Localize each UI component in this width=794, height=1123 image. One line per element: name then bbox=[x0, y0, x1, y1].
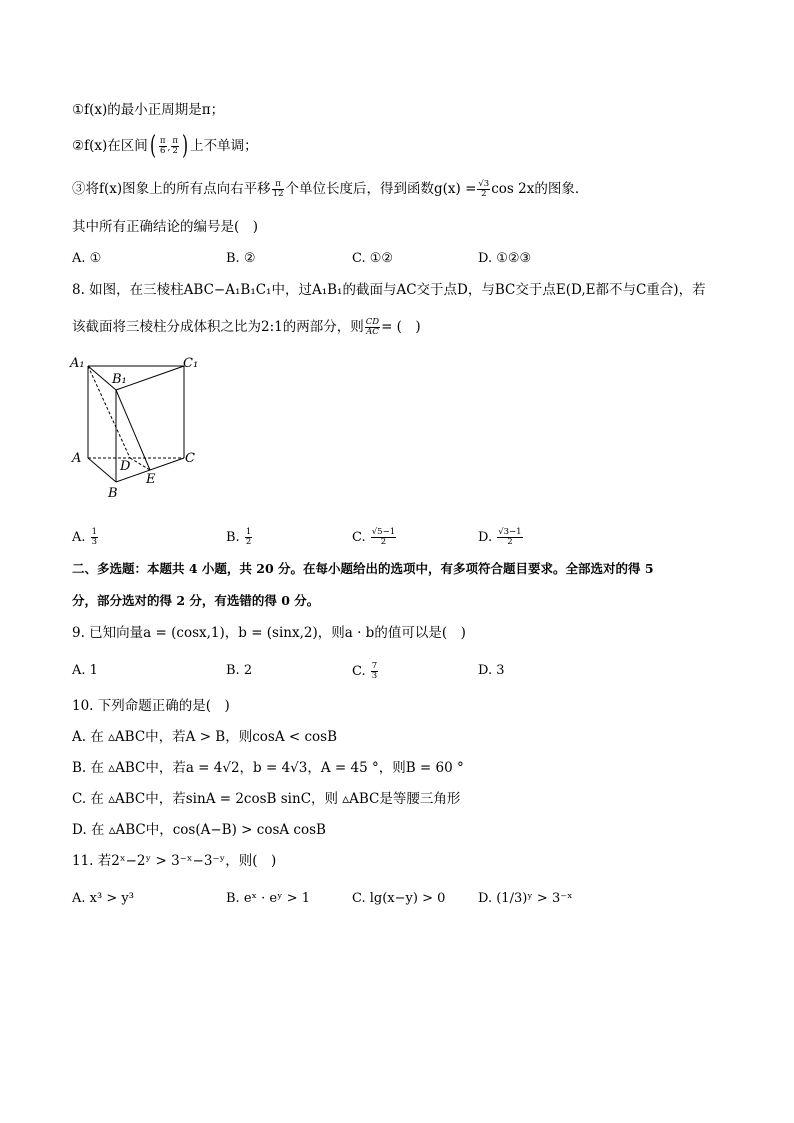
q10-option-b: B. 在 ▵ABC中，若a = 4√2，b = 4√3，A = 45 °，则B = 60 ° bbox=[72, 760, 464, 776]
section-2-heading-line-1: 二、多选题：本题共 4 小题，共 20 分。在每小题给出的选项中，有多项符合题目要求。全部选对的得 5 bbox=[72, 561, 654, 576]
q8-text-line-1: 8. 如图，在三棱柱ABC−A₁B₁C₁中，过A₁B₁的截面与AC交于点D，与BC交于点E(D,E都不与C重合)，若 bbox=[72, 282, 706, 298]
q10-option-c: C. 在 ▵ABC中，若sinA = 2cosB sinC，则 ▵ABC是等腰三角形 bbox=[72, 791, 461, 807]
q10-text: 10. 下列命题正确的是( ) bbox=[72, 698, 230, 714]
section-2-heading-line-2: 分，部分选对的得 2 分，有选错的得 0 分。 bbox=[72, 593, 320, 608]
q10-option-d: D. 在 ▵ABC中，cos(A−B) > cosA cosB bbox=[72, 822, 326, 838]
q11-option-d: D. (1/3)ʸ > 3⁻ˣ bbox=[478, 891, 573, 906]
q8-ratio-fraction: $\frac{CD}{AC}$ bbox=[365, 317, 380, 337]
q8-option-c: C. $\frac{√5-1}{2}$ bbox=[352, 527, 396, 547]
q8-option-d: D. $\frac{√3-1}{2}$ bbox=[478, 527, 522, 547]
q7-statement-3-text-c: cos 2x的图象． bbox=[491, 180, 589, 197]
q7-option-a: A. ① bbox=[72, 251, 102, 266]
q9-option-a: A. 1 bbox=[72, 663, 98, 678]
q8-text-line-2 bbox=[72, 318, 421, 337]
q9-text: 9. 已知向量a = (cosx,1)，b = (sinx,2)，则a · b的值可以是( ) bbox=[72, 625, 466, 641]
q7-statement-2: ②f(x)在区间( $\frac{\pi}{6}$ , $\frac{\pi}{2}$ ) 上不单调； bbox=[72, 131, 258, 161]
q10-option-a: A. 在 ▵ABC中，若A > B，则cosA < cosB bbox=[72, 729, 338, 745]
q9-option-c: C. $\frac{7}{3}$ bbox=[352, 661, 378, 681]
label-c: C bbox=[185, 451, 195, 466]
q8-text-line-2-b: = ( ) bbox=[381, 318, 421, 335]
q7-statement-3 bbox=[72, 180, 588, 199]
q8-option-a: A. $\frac{1}{3}$ bbox=[72, 527, 98, 547]
label-c1: C₁ bbox=[183, 356, 199, 371]
q11-option-b: B. eˣ · eʸ > 1 bbox=[226, 891, 311, 906]
q7-option-d: D. ①②③ bbox=[478, 251, 532, 266]
q9-option-d: D. 3 bbox=[478, 663, 505, 678]
q7-statement-1: ①f(x)的最小正周期是π； bbox=[72, 102, 225, 118]
edge-a-b bbox=[88, 458, 116, 482]
q11-text: 11. 若2ˣ−2ʸ > 3⁻ˣ−3⁻ʸ，则( ) bbox=[72, 853, 277, 869]
label-e: E bbox=[146, 472, 156, 487]
q7-option-b: B. ② bbox=[226, 251, 256, 266]
q7-statement-2-text-b: 上不单调； bbox=[190, 137, 258, 154]
label-d: D bbox=[120, 459, 131, 474]
prism-figure bbox=[68, 352, 208, 504]
q7-shift-fraction: $\frac{\pi}{12}$ bbox=[272, 179, 284, 199]
q7-statement-3-text-a: ③将f(x)图象上的所有点向右平移 bbox=[72, 180, 271, 197]
q7-interval-lower: $\frac{\pi}{6}$ bbox=[159, 135, 166, 156]
label-a1: A₁ bbox=[70, 356, 85, 371]
label-b: B bbox=[108, 486, 118, 501]
q7-question: 其中所有正确结论的编号是( ) bbox=[72, 219, 259, 235]
label-b1: B₁ bbox=[112, 372, 127, 387]
q7-option-c: C. ①② bbox=[352, 251, 394, 266]
q7-statement-3-text-b: 个单位长度后，得到函数g(x) = bbox=[285, 180, 477, 197]
q8-option-b: B. $\frac{1}{2}$ bbox=[226, 527, 252, 547]
q7-statement-2-text-a: ②f(x)在区间 bbox=[72, 137, 148, 154]
q11-option-c: C. lg(x−y) > 0 bbox=[352, 891, 446, 906]
q11-option-a: A. x³ > y³ bbox=[72, 891, 134, 906]
q7-interval-upper: $\frac{\pi}{2}$ bbox=[172, 135, 178, 156]
label-a: A bbox=[72, 451, 82, 466]
q8-text-line-2-a: 该截面将三棱柱分成体积之比为2:1的两部分，则 bbox=[72, 318, 364, 335]
q7-coefficient-fraction: $\frac{√3}{2}$ bbox=[478, 179, 490, 199]
q9-option-b: B. 2 bbox=[226, 663, 253, 678]
